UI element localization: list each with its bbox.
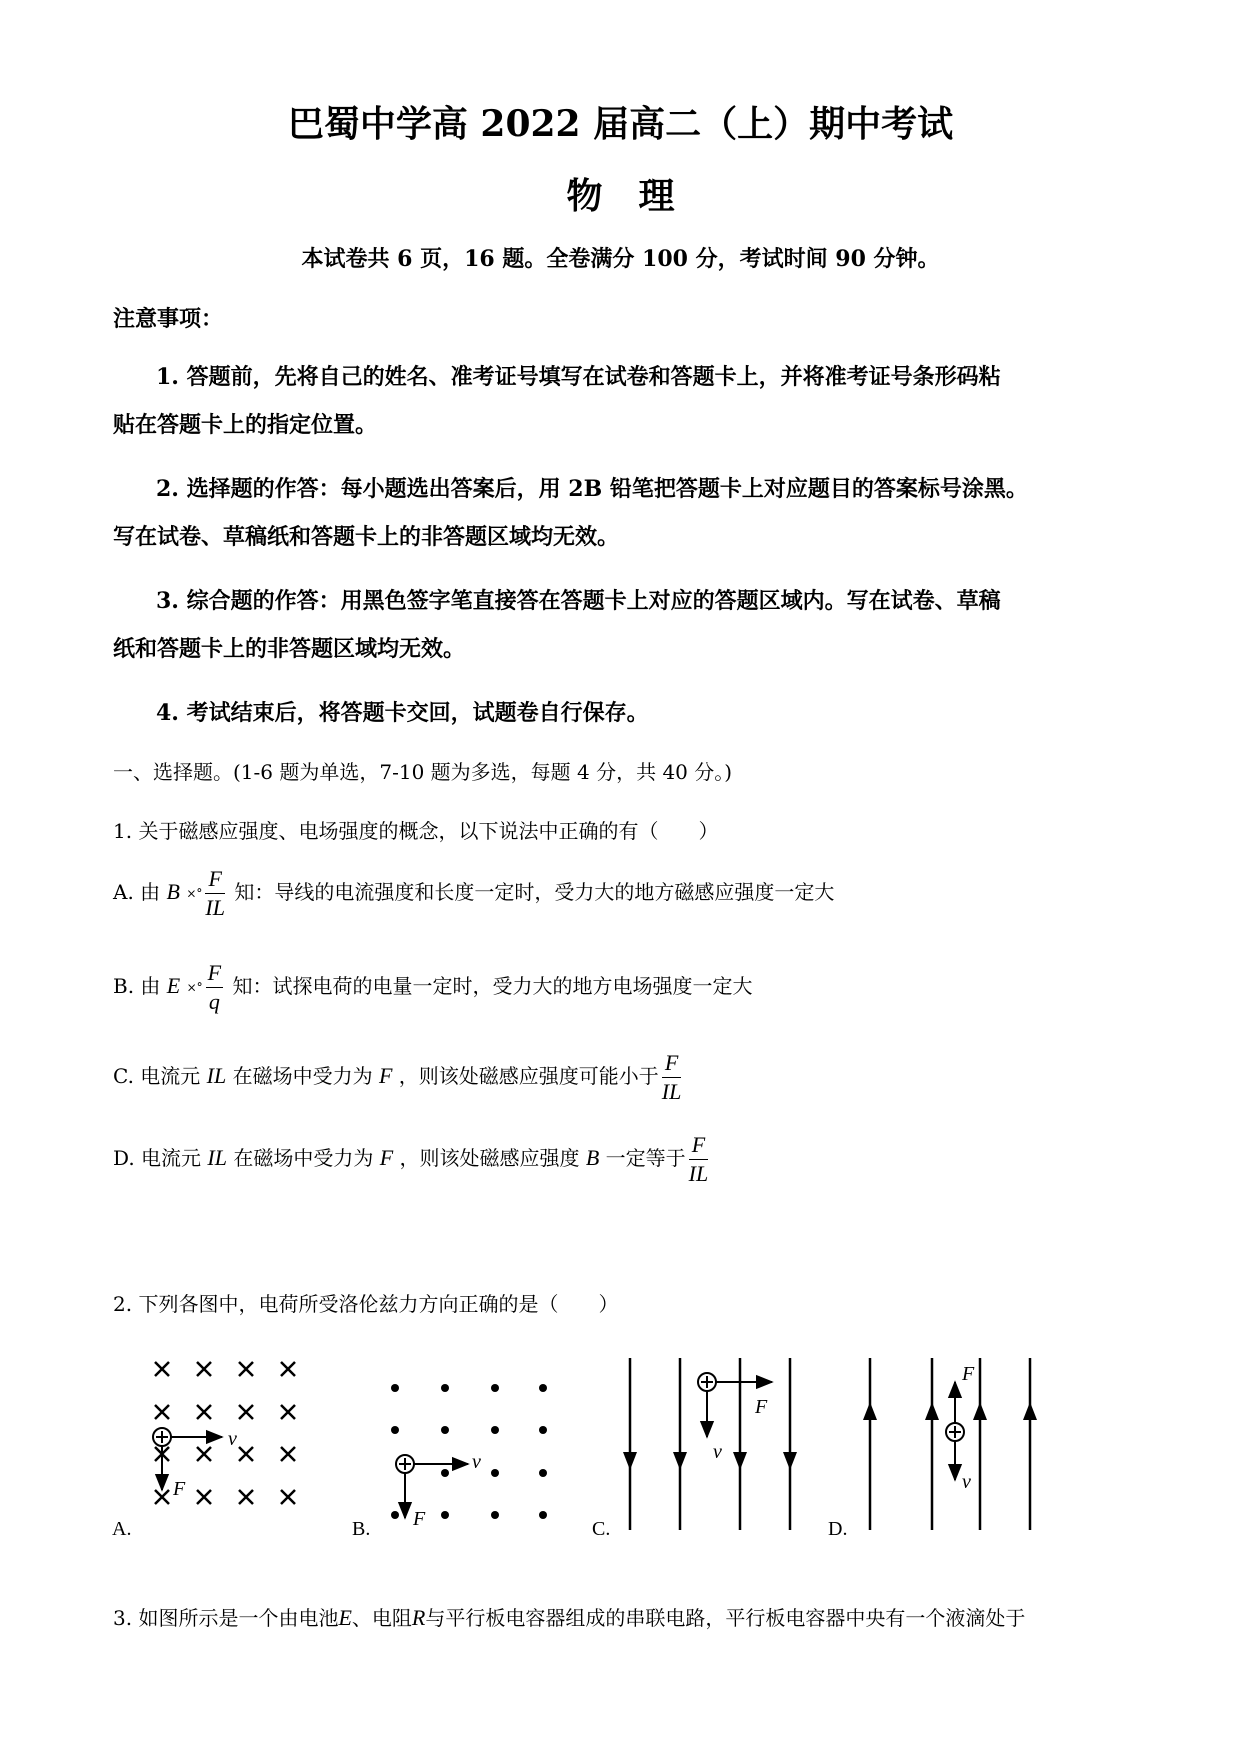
q3-stem bbox=[113, 1602, 1025, 1631]
q1-a-var: B bbox=[166, 879, 180, 904]
note-4-line1: 4. 考试结束后，将答题卡交回，试题卷自行保存。 bbox=[156, 700, 649, 726]
q1-c-mid2: ，则该处磁感应强度可能小于 bbox=[398, 1064, 659, 1088]
q1-b-den: q bbox=[208, 989, 220, 1014]
label-option-c: C. bbox=[592, 1518, 611, 1540]
q1-c-den: IL bbox=[661, 1079, 682, 1104]
q1-d-prefix: D. 电流元 bbox=[113, 1146, 202, 1170]
q1-a-den: IL bbox=[205, 895, 225, 920]
label-option-d: D. bbox=[828, 1518, 848, 1540]
label-option-b: B. bbox=[352, 1518, 371, 1540]
subject-title: 物 理 bbox=[566, 175, 675, 217]
label-option-a: A. bbox=[112, 1518, 132, 1540]
q3-var-e: E bbox=[338, 1605, 352, 1630]
q1-d-v3: B bbox=[585, 1145, 600, 1170]
note-1-line2: 贴在答题卡上的指定位置。 bbox=[113, 412, 378, 438]
q2-stem: 2. 下列各图中，电荷所受洛伦兹力方向正确的是（ ） bbox=[113, 1292, 619, 1316]
q1-d-mid2: ，则该处磁感应强度 bbox=[399, 1146, 580, 1170]
note-3-line2: 纸和答题卡上的非答题区域均无效。 bbox=[113, 636, 466, 662]
q1-d-mid1: 在磁场中受力为 bbox=[233, 1146, 374, 1170]
q1-c-mid1: 在磁场中受力为 bbox=[232, 1064, 373, 1088]
q1-d-mid3: 一定等于 bbox=[605, 1146, 686, 1170]
figure-d bbox=[863, 1358, 1037, 1530]
label-v-b: v bbox=[472, 1451, 481, 1473]
dot-grid bbox=[391, 1384, 547, 1519]
note-3-line1: 3. 综合题的作答：用黑色签字笔直接答在答题卡上对应的答题区域内。写在试卷、草稿 bbox=[156, 588, 1001, 614]
q1-c-fraction bbox=[662, 1052, 682, 1103]
q1-a-glyph: ×° bbox=[186, 886, 203, 901]
q1-stem: 1. 关于磁感应强度、电场强度的概念，以下说法中正确的有（ ） bbox=[113, 819, 719, 843]
q1-option-a bbox=[113, 868, 834, 919]
label-f-c: F bbox=[755, 1396, 768, 1418]
q1-a-text: 知：导线的电流强度和长度一定时，受力大的地方磁感应强度一定大 bbox=[234, 880, 835, 904]
exam-title: 巴蜀中学高 2022 届高二（上）期中考试 bbox=[287, 103, 954, 145]
q1-option-b bbox=[113, 962, 752, 1013]
q1-c-v2: F bbox=[378, 1063, 393, 1088]
q1-c-v1: IL bbox=[206, 1063, 227, 1088]
label-f-b: F bbox=[413, 1508, 426, 1530]
q1-d-den: IL bbox=[688, 1161, 709, 1186]
figure-c bbox=[623, 1358, 797, 1530]
q1-d-num: F bbox=[689, 1134, 709, 1160]
q1-b-fraction bbox=[206, 962, 223, 1013]
figure-b bbox=[391, 1384, 547, 1519]
q3-stem-part3: 与平行板电容器组成的串联电路，平行板电容器中央有一个液滴处于 bbox=[425, 1606, 1026, 1630]
q1-option-d bbox=[113, 1134, 711, 1185]
label-f-d: F bbox=[962, 1363, 975, 1385]
label-f-a: F bbox=[173, 1478, 186, 1500]
q1-b-glyph: ×° bbox=[186, 980, 203, 995]
label-v-c: v bbox=[713, 1441, 722, 1463]
note-2-line2: 写在试卷、草稿纸和答题卡上的非答题区域均无效。 bbox=[113, 524, 620, 550]
q1-b-prefix: B. 由 bbox=[113, 974, 161, 998]
exam-info: 本试卷共 6 页，16 题。全卷满分 100 分，考试时间 90 分钟。 bbox=[301, 246, 940, 272]
q1-b-var: E bbox=[166, 973, 181, 998]
q1-a-prefix: A. 由 bbox=[113, 880, 161, 904]
notes-heading: 注意事项： bbox=[113, 306, 224, 332]
note-2-line1: 2. 选择题的作答：每小题选出答案后，用 2B 铅笔把答题卡上对应题目的答案标号涂黑。 bbox=[156, 476, 1028, 502]
q1-b-num: F bbox=[206, 962, 223, 988]
q3-stem-part2: 、电阻 bbox=[351, 1606, 412, 1630]
q3-var-r: R bbox=[411, 1605, 426, 1630]
q1-d-fraction bbox=[689, 1134, 709, 1185]
q1-a-fraction bbox=[205, 868, 225, 919]
q1-option-c bbox=[113, 1052, 684, 1103]
label-v-d: v bbox=[962, 1471, 971, 1493]
q1-d-v1: IL bbox=[207, 1145, 227, 1170]
q1-b-text: 知：试探电荷的电量一定时，受力大的地方电场强度一定大 bbox=[232, 974, 753, 998]
q1-d-v2: F bbox=[379, 1145, 394, 1170]
note-1-line1: 1. 答题前，先将自己的姓名、准考证号填写在试卷和答题卡上，并将准考证号条形码粘 bbox=[156, 364, 1001, 390]
q2-figures bbox=[100, 1340, 1120, 1545]
section-heading: 一、选择题。(1-6 题为单选，7-10 题为多选，每题 4 分，共 40 分。) bbox=[113, 760, 733, 784]
label-v-a: v bbox=[228, 1428, 237, 1450]
q1-c-num: F bbox=[662, 1052, 682, 1078]
q1-c-prefix: C. 电流元 bbox=[113, 1064, 201, 1088]
q1-a-num: F bbox=[205, 868, 225, 894]
q3-stem-part1: 3. 如图所示是一个由电池 bbox=[113, 1606, 339, 1630]
